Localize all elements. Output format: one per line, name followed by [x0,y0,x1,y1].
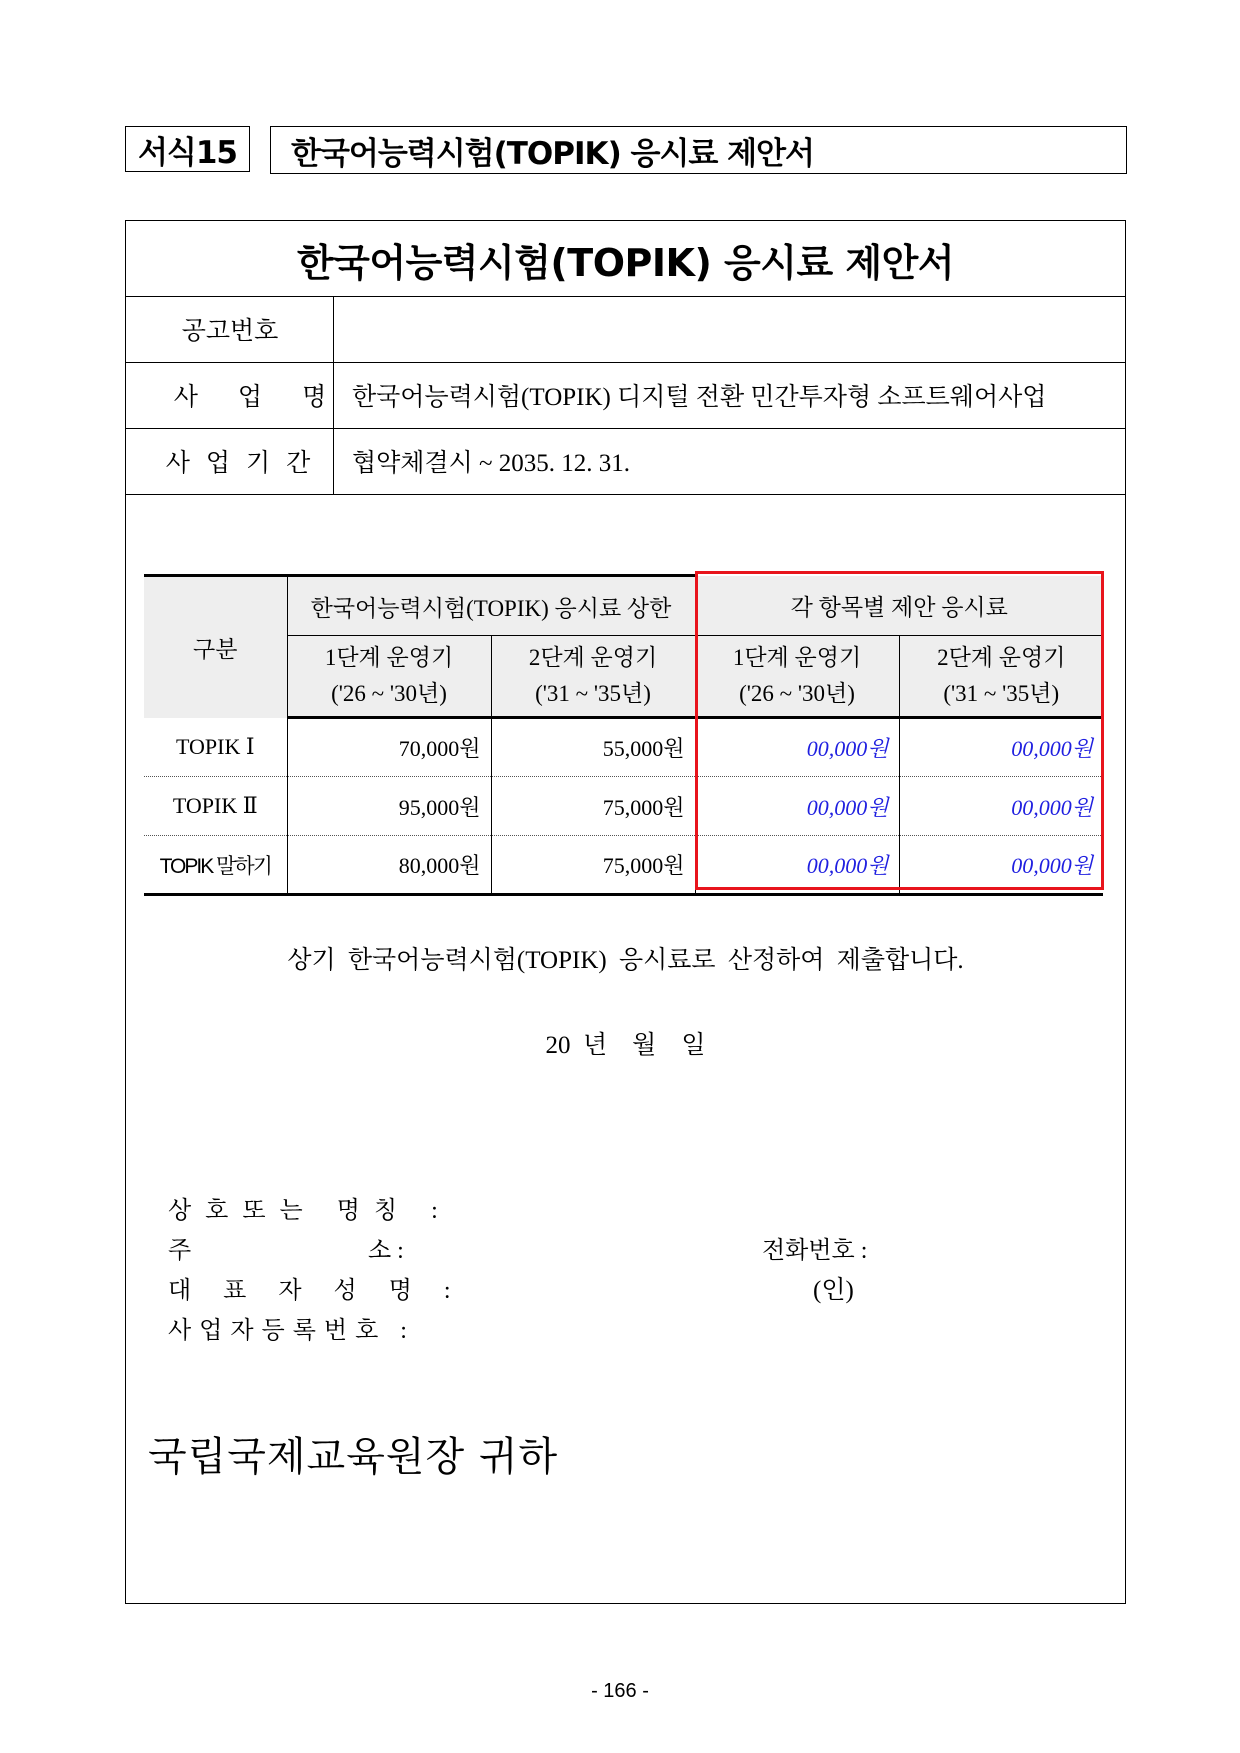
proposal-phase1-field[interactable]: 00,000원 [695,777,899,836]
project-name-value: 한국어능력시험(TOPIK) 디지털 전환 민간투자형 소프트웨어사업 [352,384,1047,411]
business-registration-label: 사업자등록번호 : [168,1318,415,1344]
proposal-phase1-field[interactable]: 00,000원 [695,718,899,777]
submission-statement: 상기 한국어능력시험(TOPIK) 응시료로 산정하여 제출합니다. [287,947,964,974]
document-title: 한국어능력시험(TOPIK) 응시료 제안서 [296,240,955,285]
cap-phase2-header: 2단계 운영기 ('31 ~ '35년) [491,636,695,718]
proposal-phase2-field[interactable]: 00,000원 [899,718,1103,777]
addressee: 국립국제교육원장 귀하 [148,1434,559,1480]
row-category: TOPIK Ⅱ [144,777,287,836]
address-label-first: 주 [168,1238,192,1264]
seal-label: (인) [813,1277,854,1304]
representative-label: 대 표 자 성 명 : [168,1278,464,1304]
proposal-phase1-header: 1단계 운영기 ('26 ~ '30년) [695,636,899,718]
company-name-label: 상호또는 명칭 : [168,1198,452,1224]
row-category: TOPIK Ⅰ [144,718,287,777]
cap-phase2-value: 55,000원 [491,718,695,777]
cap-phase2-value: 75,000원 [491,777,695,836]
notice-number-label: 공고번호 [181,318,279,345]
proposal-phase2-header: 2단계 운영기 ('31 ~ '35년) [899,636,1103,718]
cap-phase1-value: 95,000원 [287,777,491,836]
project-period-value: 협약체결시 ~ 2035. 12. 31. [352,450,631,477]
proposal-phase2-field[interactable]: 00,000원 [899,836,1103,895]
cap-phase1-value: 80,000원 [287,836,491,895]
proposal-phase2-field[interactable]: 00,000원 [899,777,1103,836]
phone-label: 전화번호 : [762,1238,868,1264]
proposal-highlight-box [695,571,1104,890]
category-header: 구분 [144,576,287,718]
page-number: - 166 - [591,1680,649,1702]
proposal-phase1-field[interactable]: 00,000원 [695,836,899,895]
row-category: TOPIK 말하기 [144,836,287,895]
cap-phase2-value: 75,000원 [491,836,695,895]
cap-phase1-header: 1단계 운영기 ('26 ~ '30년) [287,636,491,718]
address-label-second: 소 : [368,1238,404,1264]
form-number: 서식15 [125,126,250,172]
project-name-label: 사업명 [173,384,367,411]
form-title: 한국어능력시험(TOPIK) 응시료 제안서 [270,126,1127,174]
divider [125,494,1126,495]
proposal-fee-header: 각 항목별 제안 응시료 [695,576,1103,636]
project-period-label: 사업기간 [165,450,327,477]
cap-phase1-value: 70,000원 [287,718,491,777]
fee-cap-header: 한국어능력시험(TOPIK) 응시료 상한 [287,576,695,636]
date-line: 20 년 월 일 [545,1032,706,1059]
